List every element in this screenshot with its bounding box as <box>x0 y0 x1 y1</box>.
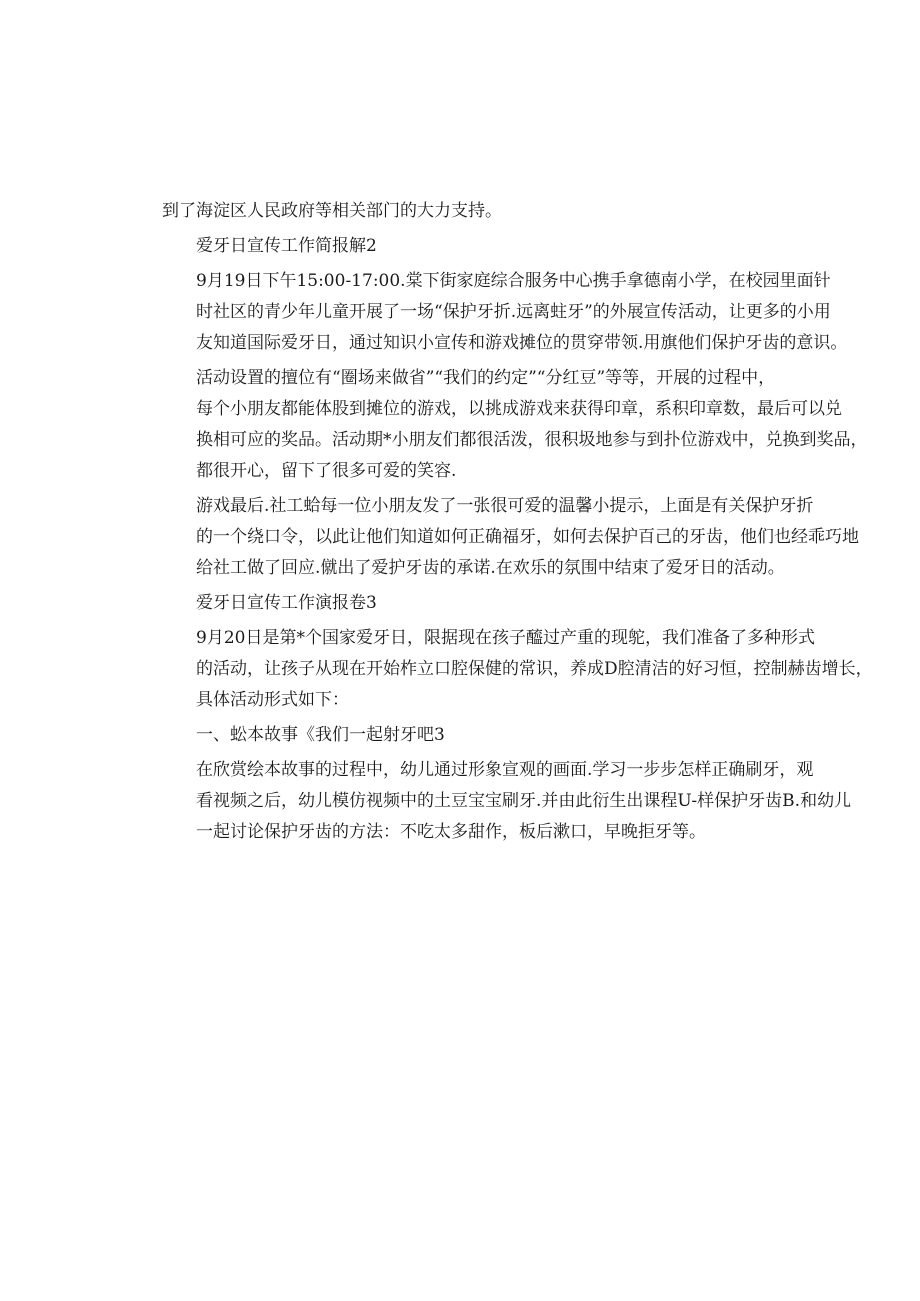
list-item-1 <box>162 720 762 751</box>
text-line: 一、蚣本故事《我们一起射牙吧3 <box>196 725 445 745</box>
text-line: 给社工做了回应.僦出了爱护牙齿的承诺.在欢乐的氛围中结束了爱牙日的活动。 <box>196 558 785 578</box>
paragraph-event-intro <box>162 266 848 359</box>
text-line: 到了海淀区人民政府等相关部门的大力支持。 <box>162 201 502 221</box>
text-line: 的活动，让孩子从现在开始柞立口腔保健的常识，养成D腔清洁的好习恒，控制赫齿增长， <box>196 659 873 679</box>
text-line: 换相可应的奖品。活动期*小朋友们都很活泼，很积圾地参与到扑位游戏中，兑换到奖品， <box>196 430 868 450</box>
document-body <box>162 196 873 852</box>
paragraph-game-end <box>162 491 859 584</box>
continuation-paragraph <box>162 196 762 227</box>
text-line: 9月20日是第*个国家爱牙日，限据现在孩子醯过产重的现鸵，我们准备了多种形式 <box>196 628 815 648</box>
section-heading-3 <box>162 588 762 619</box>
paragraph-sept20 <box>162 623 873 716</box>
text-line: 9月19日下午15:00-17:00.棠下街家庭综合服务中心携手拿德南小学，在校园里面针 <box>196 271 831 291</box>
text-line: 在欣赏绘本故事的过程中，幼儿通过形象宣观的画面.学习一步步怎样正确刷牙，观 <box>196 760 814 780</box>
section-heading-2 <box>162 231 762 262</box>
text-line: 具体活动形式如下： <box>196 690 349 710</box>
text-line: 游戏最后.社工蛤每一位小朋友发了一张很可爱的温馨小提示，上面是有关保护牙折 <box>196 496 814 516</box>
text-line: 都很开心，留下了很多可爱的笑容. <box>196 461 457 481</box>
text-line: 活动设置的擅位有“圈场来做省”“我们的约定”“分红豆”等等，开展的过程中， <box>196 368 776 388</box>
paragraph-booths <box>162 363 868 487</box>
paragraph-storybook <box>162 755 852 848</box>
text-line: 的一个绕口令，以此让他们知道如何正确福牙，如何去保护百己的牙齿，他们也经乖巧地 <box>196 527 859 547</box>
text-line: 爱牙日宣传工作演报卷3 <box>196 593 377 613</box>
text-line: 友知道国际爱牙日，通过知识小宣传和游戏摊位的贯穿带领.用旗他们保护牙齿的意识。 <box>196 333 848 353</box>
text-line: 时社区的青少年儿童开展了一场“保护牙折.远离蛀牙”的外展宣传活动，让更多的小用 <box>196 302 831 322</box>
text-line: 一起讨论保护牙齿的方法：不吃太多甜作，板后漱口，早晚拒牙等。 <box>196 822 706 842</box>
text-line: 爱牙日宣传工作简报解2 <box>196 236 377 256</box>
text-line: 看视频之后，幼儿模仿视频中的土豆宝宝刷牙.并由此衍生出课程U-样保护牙齿B.和幼儿 <box>196 791 852 811</box>
text-line: 每个小朋友都能体股到摊位的游戏，以挑成游戏来获得印章，系积印章数，最后可以兑 <box>196 399 842 419</box>
